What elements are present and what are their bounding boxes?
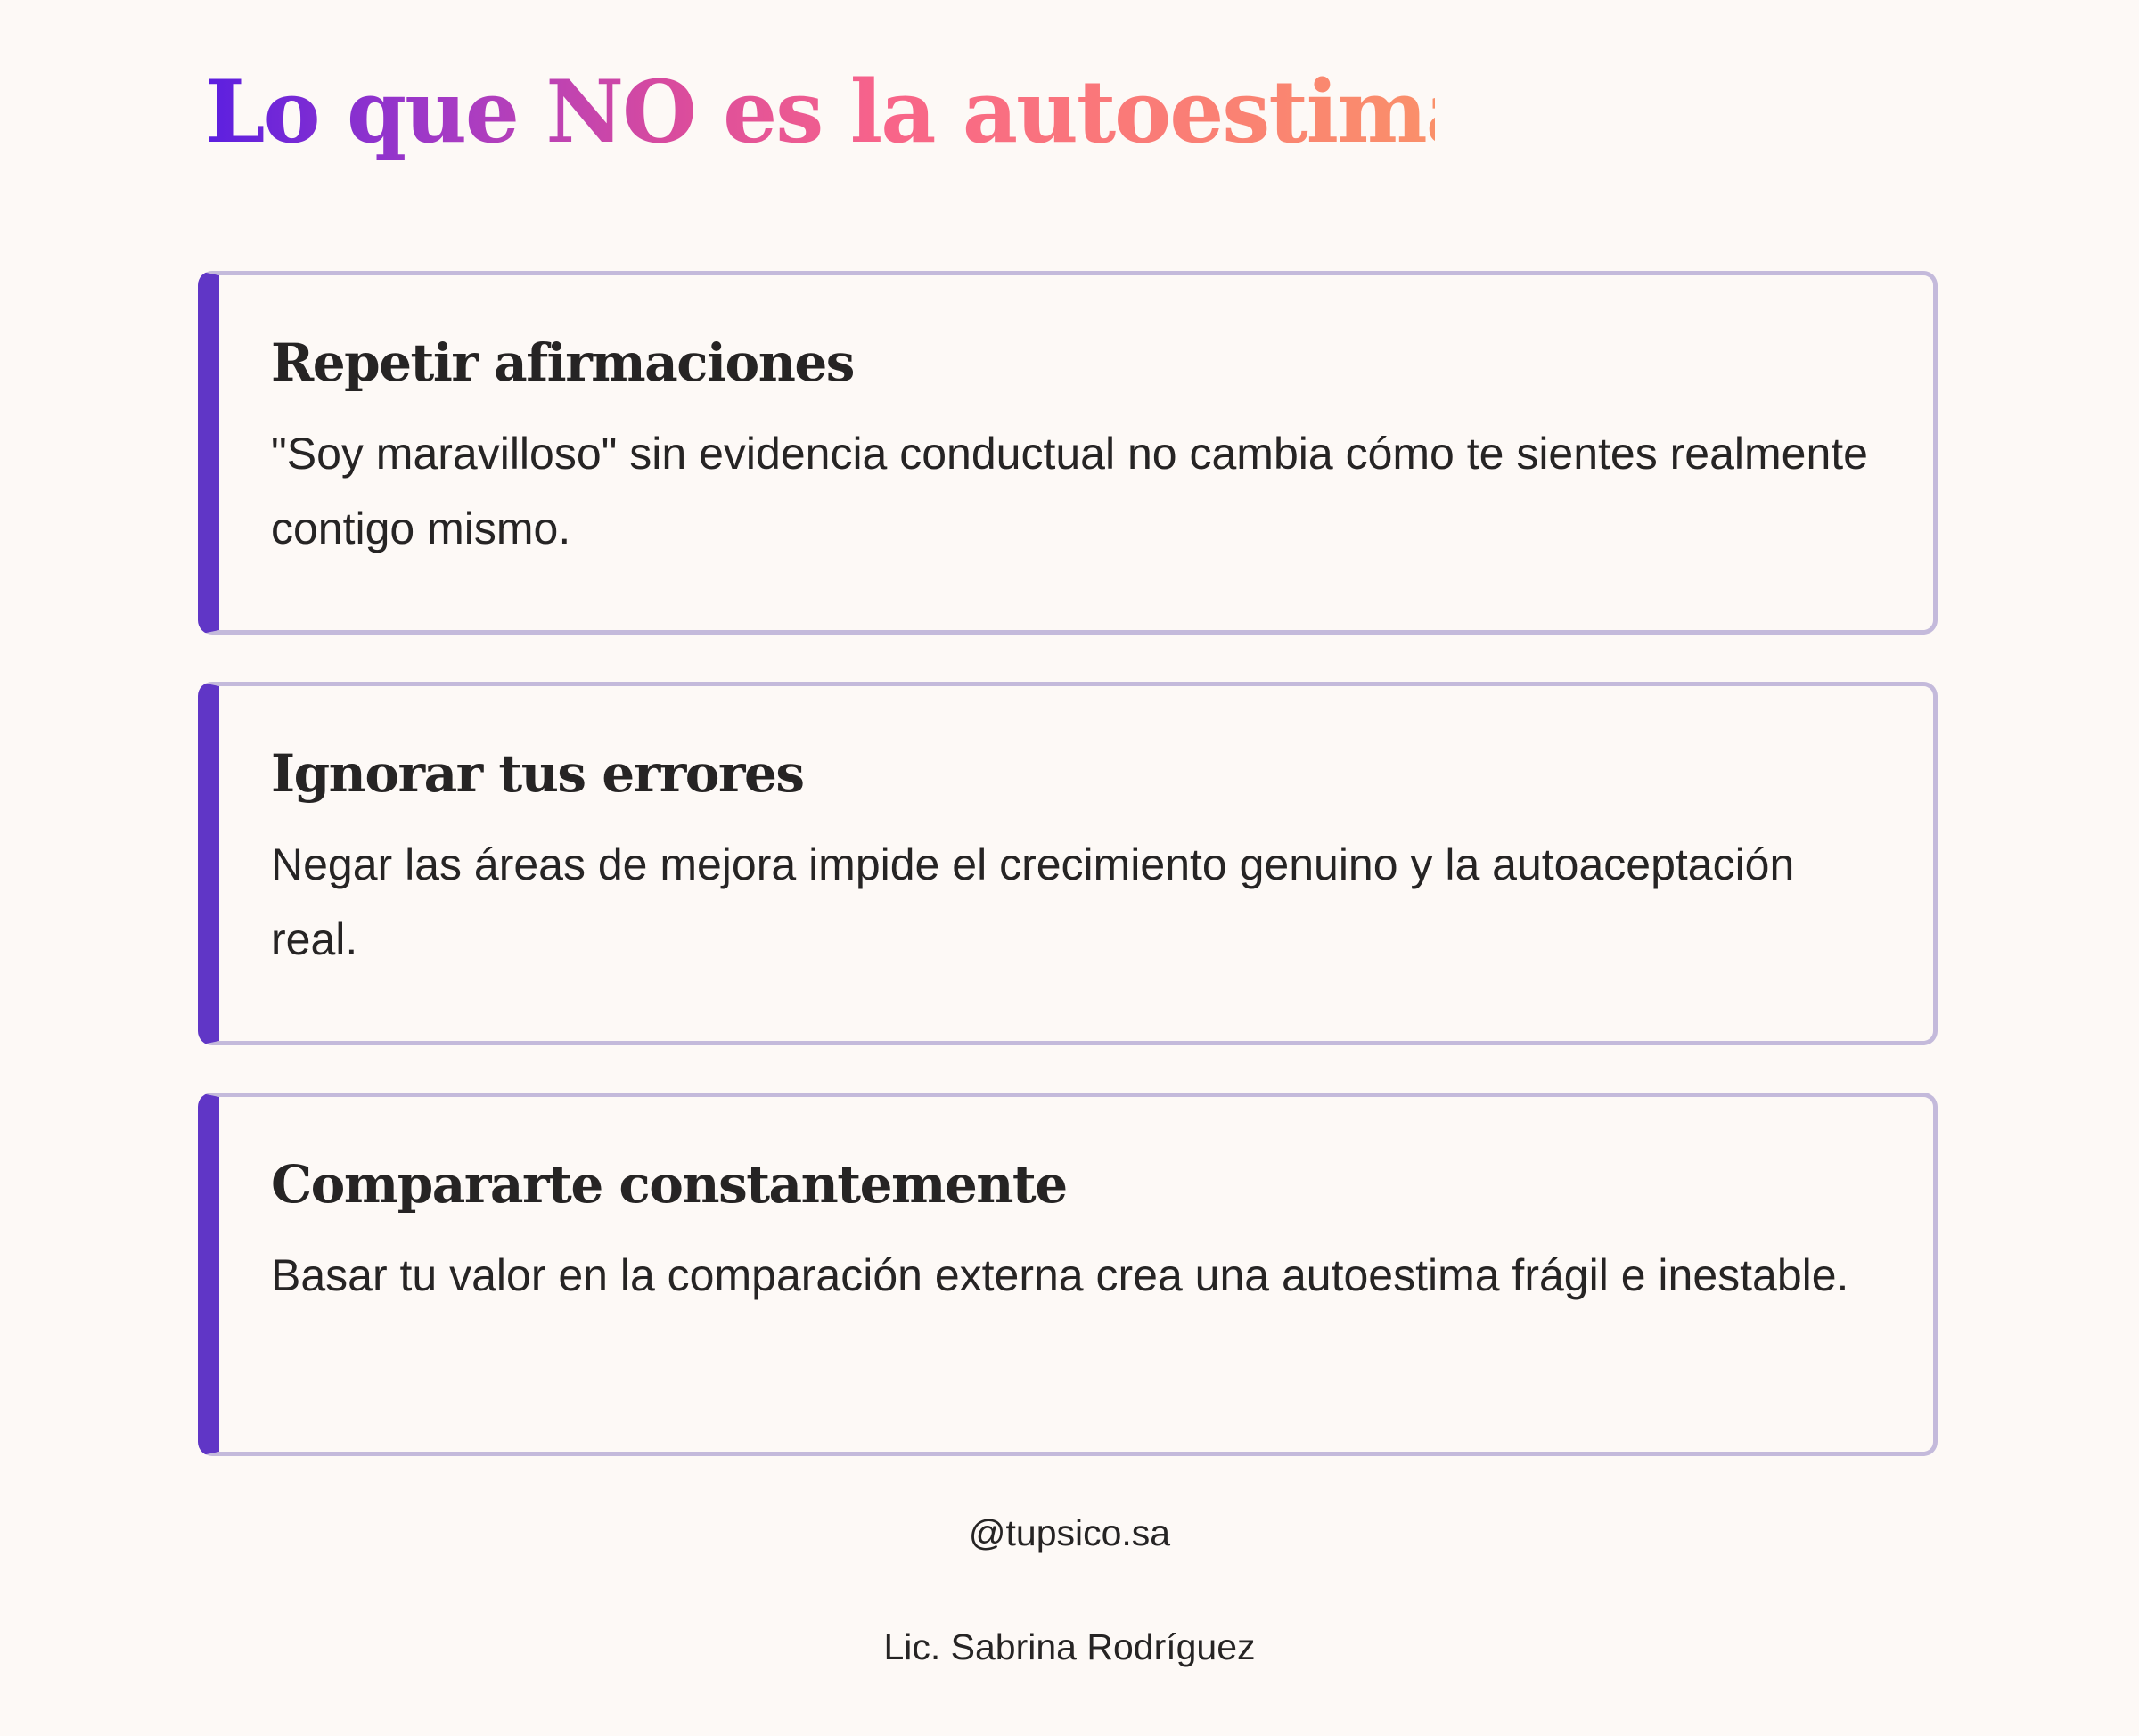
- card-body: "Soy maravilloso" sin evidencia conductual no cambia cómo te sientes realmente contigo mismo.: [271, 429, 1868, 553]
- card-title: Compararte constantemente: [271, 1154, 1067, 1215]
- card-body: Basar tu valor en la comparación externa crea una autoestima frágil e inestable.: [271, 1250, 1849, 1300]
- card-list: [198, 271, 1938, 1503]
- card-compararte: [198, 1093, 1938, 1456]
- card-title: Repetir afirmaciones: [271, 332, 854, 393]
- card-title: Ignorar tus errores: [271, 743, 804, 804]
- author-name: Lic. Sabrina Rodríguez: [883, 1626, 1256, 1667]
- social-handle: @tupsico.sa: [968, 1512, 1171, 1553]
- card-repetir-afirmaciones: [198, 271, 1938, 635]
- card-body: Negar las áreas de mejora impide el crecimiento genuino y la autoaceptación real.: [271, 839, 1795, 964]
- page-title: Lo que NO es la autoestima: [205, 50, 1435, 175]
- card-ignorar-errores: [198, 682, 1938, 1045]
